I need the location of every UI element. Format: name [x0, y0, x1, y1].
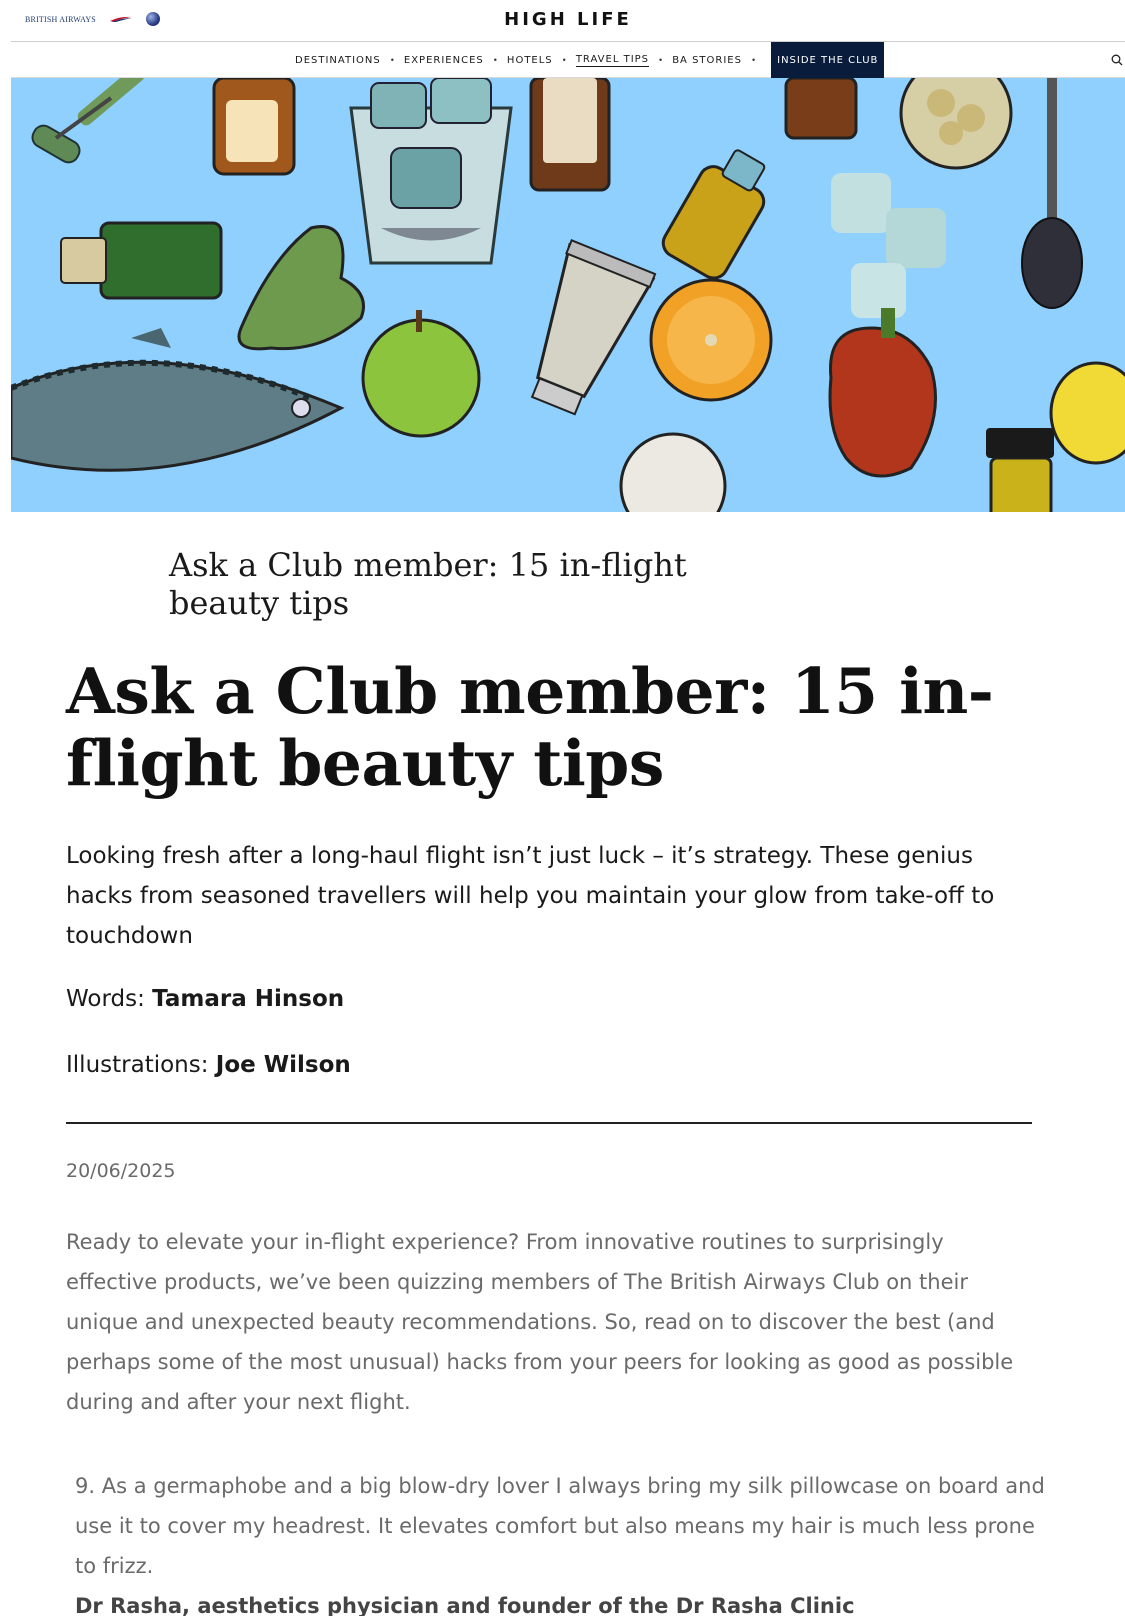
- credit-words: [66, 986, 344, 1012]
- nav-separator: •: [390, 55, 394, 65]
- publish-date: 20/06/2025: [66, 1160, 176, 1182]
- small-bottle-illustration: [786, 78, 856, 138]
- article-title-small: Ask a Club member: 15 in-flight beauty tips: [169, 546, 687, 622]
- tip-text: 9. As a germaphobe and a big blow-dry lover I always bring my silk pillowcase on board and use it to cover my headrest. It elevates comfort but also means my hair is much less prone to frizz.: [75, 1474, 1045, 1578]
- credit-words-label: Words:: [66, 986, 153, 1012]
- search-icon[interactable]: [1111, 54, 1123, 66]
- divider: [66, 1122, 1032, 1124]
- brand-name: BRITISH AIRWAYS: [25, 14, 96, 24]
- beauty-items-illustration: [11, 78, 1125, 512]
- credit-illustrations: [66, 1052, 351, 1078]
- article-title: Ask a Club member: 15 in-flight beauty tips: [66, 654, 994, 800]
- oil-bottle-illustration: [986, 428, 1054, 512]
- brown-bottle-illustration: [531, 78, 609, 190]
- credit-illustrations-label: Illustrations:: [66, 1052, 216, 1078]
- nav-list: [295, 42, 884, 78]
- credit-words-author: Tamara Hinson: [152, 986, 345, 1012]
- main-nav: [11, 42, 1125, 78]
- nav-item-inside-the-club[interactable]: INSIDE THE CLUB: [771, 42, 884, 78]
- nav-separator: •: [659, 55, 663, 65]
- nav-item-hotels[interactable]: HOTELS: [506, 54, 553, 66]
- nav-item-experiences[interactable]: EXPERIENCES: [403, 54, 484, 66]
- tip-author-link[interactable]: Dr Rasha Clinic: [676, 1594, 855, 1616]
- nav-item-ba-stories[interactable]: BA STORIES: [672, 54, 742, 66]
- article-standfirst: Looking fresh after a long-haul flight isn’t just luck – it’s strategy. These genius hacks from seasoned travellers will help you maintain your glow from take-off to touchdown: [66, 843, 995, 949]
- nav-item-destinations[interactable]: DESTINATIONS: [295, 54, 381, 66]
- tip-item: [75, 1466, 1055, 1616]
- nav-separator: •: [562, 55, 566, 65]
- nav-separator: •: [493, 55, 497, 65]
- amber-jar-illustration: [214, 78, 294, 174]
- nav-item-travel-tips[interactable]: TRAVEL TIPS: [575, 53, 650, 65]
- ice-glass-illustration: [351, 78, 511, 263]
- tip-author: Dr Rasha, aesthetics physician and founder of the: [75, 1594, 676, 1616]
- hero-illustration: [11, 78, 1125, 512]
- lemon-illustration: [1051, 363, 1125, 463]
- article-intro: Ready to elevate your in-flight experience? From innovative routines to surprisingly effective products, we’ve been quizzing members of The British Airways Club on their unique and unexpected beauty recommendations. So, read on to discover the best (and perhaps some of the most unusual) hacks from your peers for looking as good as possible during and after your next flight.: [66, 1230, 1014, 1414]
- nav-separator: •: [751, 55, 756, 65]
- site-title[interactable]: HIGH LIFE: [504, 9, 632, 30]
- credit-illustrations-author: Joe Wilson: [215, 1052, 351, 1078]
- site-header: [11, 0, 1125, 42]
- orange-slice-illustration: [651, 280, 771, 400]
